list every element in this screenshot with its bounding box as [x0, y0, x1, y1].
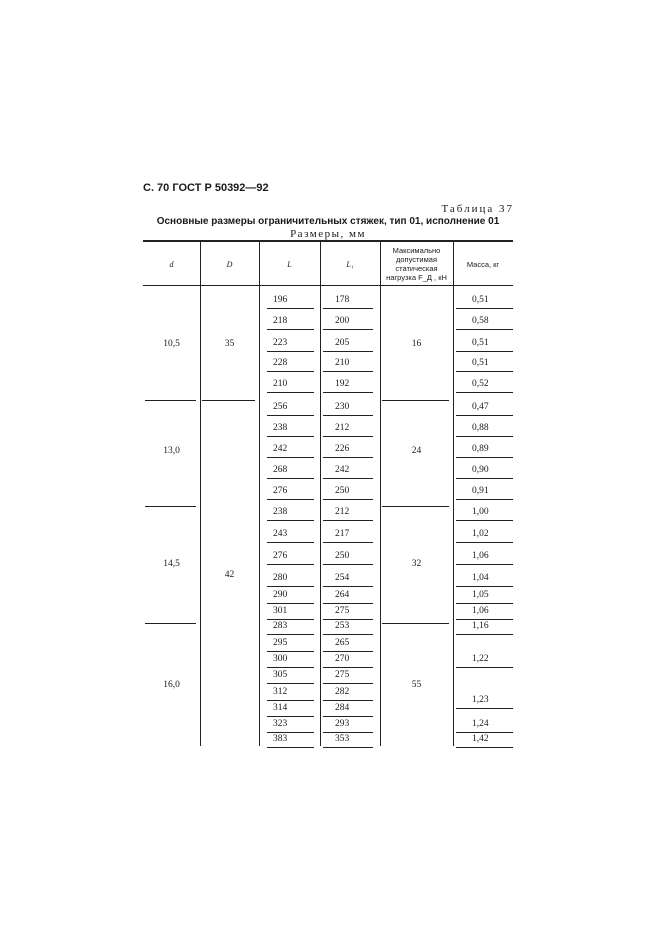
mass-value: 0,52	[456, 379, 513, 393]
L1-value: 353	[323, 734, 373, 748]
group-rule	[382, 400, 449, 401]
load-value: 24	[411, 446, 422, 456]
L1-value: 270	[323, 654, 373, 668]
D-value: 35	[224, 339, 235, 349]
L1-value: 217	[323, 529, 373, 543]
d-value: 10,5	[163, 339, 180, 349]
mass-value: 1,16	[456, 621, 513, 635]
mass-value: 1,42	[456, 734, 513, 748]
L-value: 280	[267, 573, 314, 587]
L-value: 301	[267, 606, 314, 620]
table-top-rule	[143, 240, 513, 242]
L1-value: 230	[323, 402, 373, 416]
group-rule	[145, 400, 196, 401]
L-value: 218	[267, 316, 314, 330]
L-value: 223	[267, 338, 314, 352]
L-value: 242	[267, 444, 314, 458]
L1-value: 250	[323, 551, 373, 565]
mass-value: 0,51	[456, 338, 513, 352]
mass-value: 1,23	[456, 695, 513, 709]
L1-value: 226	[323, 444, 373, 458]
L-value: 283	[267, 621, 314, 635]
table-title: Основные размеры ограничительных стяжек, тип 01, исполнение 01	[156, 216, 500, 227]
mass-value: 1,05	[456, 590, 513, 604]
column-header: Масса, кг	[466, 259, 500, 269]
mass-value: 0,51	[456, 295, 513, 309]
L1-value: 192	[323, 379, 373, 393]
L-value: 300	[267, 654, 314, 668]
L-value: 312	[267, 687, 314, 701]
L-value: 295	[267, 638, 314, 652]
L-value: 238	[267, 423, 314, 437]
mass-value: 1,06	[456, 551, 513, 565]
group-rule	[382, 623, 449, 624]
L-value: 305	[267, 670, 314, 684]
column-header: Максимально допустимая статическая нагрузка F_Д , кН	[386, 246, 447, 282]
L1-value: 200	[323, 316, 373, 330]
column-header: L	[287, 259, 292, 269]
mass-value: 1,06	[456, 606, 513, 620]
column-header: D	[226, 259, 233, 269]
table-units: Размеры, мм	[290, 228, 366, 240]
mass-value: 0,47	[456, 402, 513, 416]
L1-value: 284	[323, 703, 373, 717]
group-rule	[145, 623, 196, 624]
load-value: 55	[411, 679, 422, 690]
table-number: Таблица 37	[441, 203, 514, 215]
L-value: 243	[267, 529, 314, 543]
L-value: 196	[267, 295, 314, 309]
L-value: 256	[267, 402, 314, 416]
L-value: 314	[267, 703, 314, 717]
load-value: 16	[411, 339, 422, 349]
mass-value: 0,89	[456, 444, 513, 458]
L-value: 210	[267, 379, 314, 393]
L-value: 323	[267, 719, 314, 733]
page-header: С. 70 ГОСТ Р 50392—92	[143, 182, 269, 194]
L1-value: 293	[323, 719, 373, 733]
L-value: 383	[267, 734, 314, 748]
mass-value: 1,24	[456, 719, 513, 733]
column-divider	[380, 241, 381, 746]
L-value: 276	[267, 551, 314, 565]
L1-value: 210	[323, 358, 373, 372]
mass-value: 1,02	[456, 529, 513, 543]
L1-value: 212	[323, 423, 373, 437]
L-value: 238	[267, 507, 314, 521]
group-rule	[382, 506, 449, 507]
L1-value: 275	[323, 670, 373, 684]
mass-value: 0,88	[456, 423, 513, 437]
mass-value: 1,04	[456, 573, 513, 587]
column-divider	[320, 241, 321, 746]
load-value: 32	[411, 558, 422, 569]
column-header: L₁	[346, 259, 354, 269]
L1-value: 254	[323, 573, 373, 587]
L1-value: 212	[323, 507, 373, 521]
mass-value: 0,91	[456, 486, 513, 500]
L-value: 228	[267, 358, 314, 372]
d-value: 13,0	[163, 446, 180, 456]
L1-value: 275	[323, 606, 373, 620]
L-value: 268	[267, 465, 314, 479]
L1-value: 205	[323, 338, 373, 352]
column-divider	[259, 241, 260, 746]
d-value: 16,0	[163, 679, 180, 690]
header-bottom-rule	[143, 285, 513, 286]
D-value: 42	[224, 570, 235, 580]
L1-value: 282	[323, 687, 373, 701]
mass-value: 0,51	[456, 358, 513, 372]
L-value: 290	[267, 590, 314, 604]
L1-value: 264	[323, 590, 373, 604]
d-value: 14,5	[163, 558, 180, 569]
mass-value: 0,58	[456, 316, 513, 330]
column-divider	[200, 241, 201, 746]
L1-value: 242	[323, 465, 373, 479]
L-value: 276	[267, 486, 314, 500]
L1-value: 178	[323, 295, 373, 309]
group-rule	[202, 400, 255, 401]
column-divider	[453, 241, 454, 746]
mass-value: 1,00	[456, 507, 513, 521]
column-header: d	[169, 259, 174, 269]
group-rule	[145, 506, 196, 507]
mass-value: 0,90	[456, 465, 513, 479]
L1-value: 265	[323, 638, 373, 652]
mass-value: 1,22	[456, 654, 513, 668]
L1-value: 250	[323, 486, 373, 500]
L1-value: 253	[323, 621, 373, 635]
